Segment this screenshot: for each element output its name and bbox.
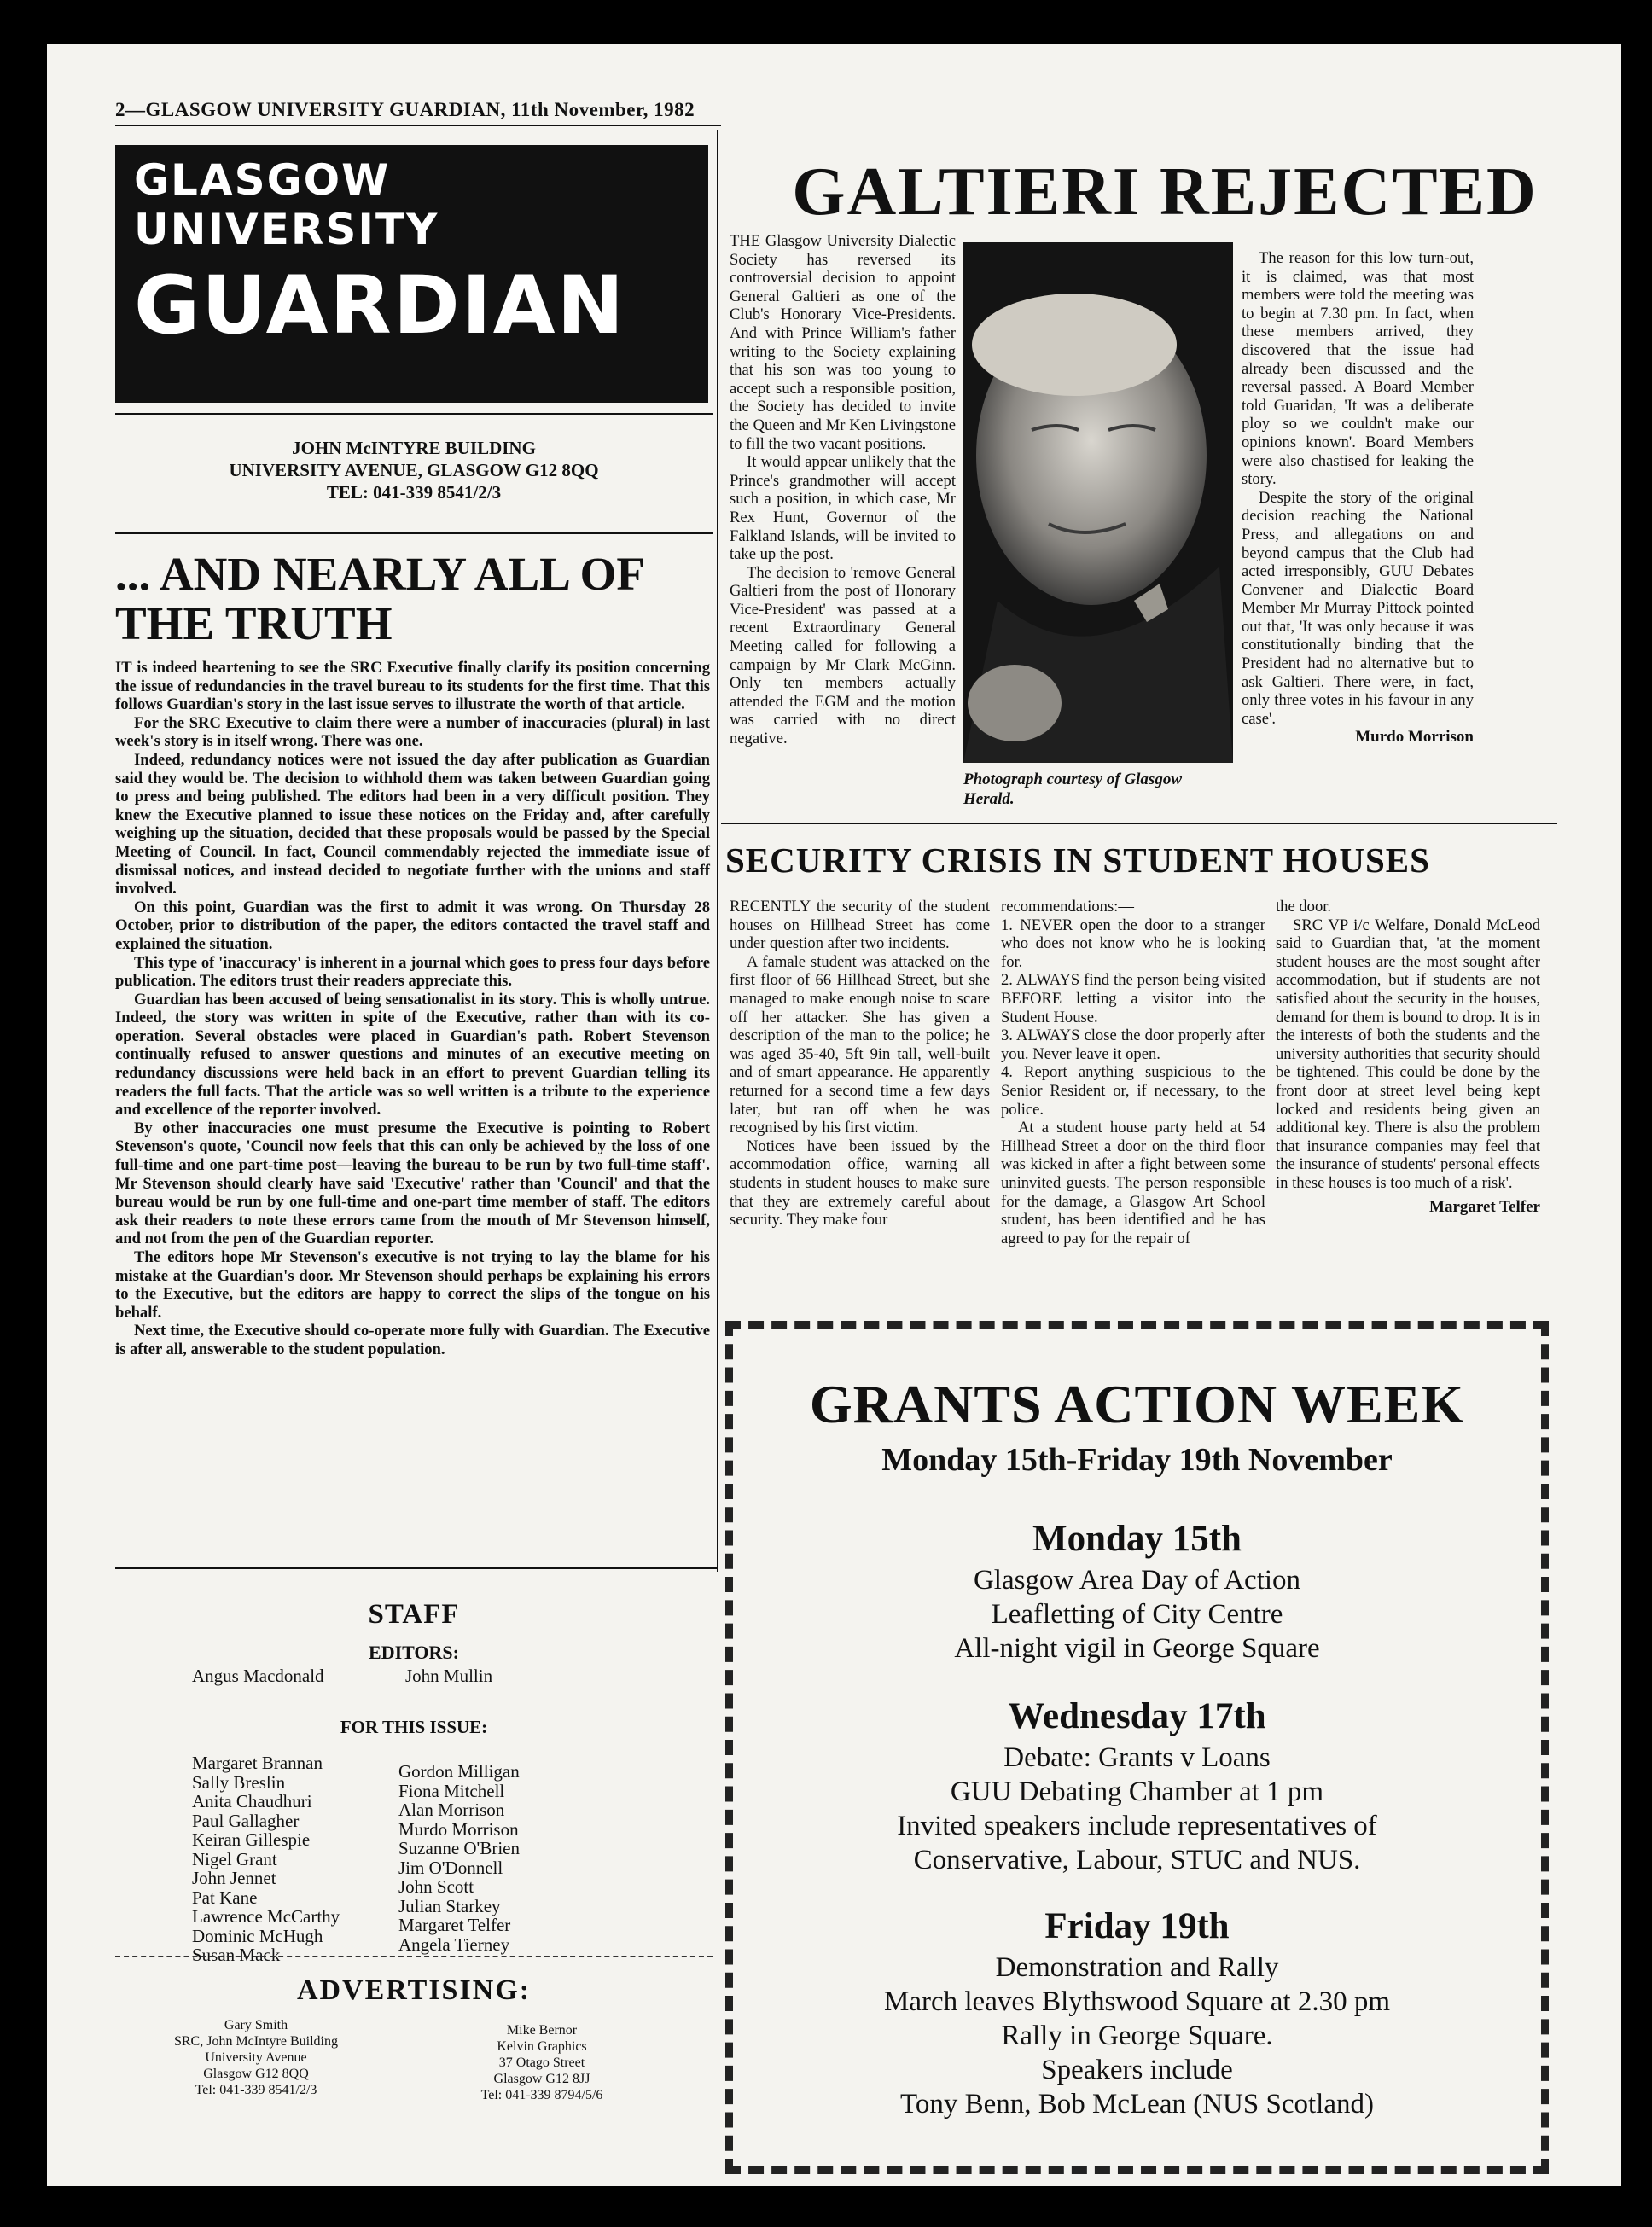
ad-line: SRC, John McIntyre Building [173, 2034, 338, 2049]
masthead-line-2: UNIVERSITY [134, 205, 439, 254]
editorial-headline: ... AND NEARLY ALL OF THE TRUTH [115, 548, 643, 649]
grants-subtitle: Monday 15th-Friday 19th November [881, 1442, 1393, 1478]
staff-member: Alan Morrison [398, 1800, 505, 1820]
for-issue-label: FOR THIS ISSUE: [340, 1717, 488, 1737]
event-line: Speakers include [1041, 2055, 1233, 2085]
staff-list-right [398, 1762, 620, 1954]
article-paragraph: Notices have been issued by the accommodation office, warning all students in student houses to make sure that they are extremely careful about security. They make four [730, 1137, 990, 1230]
galtieri-end-rule [721, 823, 1557, 824]
advertising-contact-right [431, 2022, 653, 2103]
advertising-contact-left [141, 2017, 371, 2098]
ad-line: Tel: 041-339 8794/5/6 [480, 2088, 603, 2102]
editors-label: EDITORS: [369, 1642, 459, 1663]
article-paragraph: Despite the story of the original decision reaching the National Press, and allegations on and beyond campus that the Club had acted irresponsibly, GUU Debates Convener and Dialectic Board Member Mr Murray Pittock pointed out that, 'It was only because it was constitutionally binding that the President had no alternative but to ask Galtieri. There were, in fact, only three votes in his favour in any case'. [1242, 488, 1474, 728]
staff-title: STAFF [368, 1599, 460, 1630]
editorial-paragraph: IT is indeed heartening to see the SRC Executive finally clarify its position concerning the issue of redundancies in the travel bureau to its students for the first time. That this follows Guardian's story in the last issue serves to illustrate the worth of that article. [115, 659, 710, 714]
staff-member: Angela Tierney [398, 1933, 510, 1955]
security-col-3 [1276, 898, 1540, 1216]
ad-line: Kelvin Graphics [497, 2039, 587, 2054]
staff-member: Susan Mack [192, 1945, 281, 1965]
ad-line: Tel: 041-339 8541/2/3 [195, 2083, 317, 2097]
staff-member: John Jennet [192, 1868, 276, 1888]
editorial-paragraph: By other inaccuracies one must presume the Executive is pointing to Robert Stevenson's quote, 'Council now feels that this can only be achieved by the loss of one full-time and one part-time post—leaving the bureau to be run by two full-time staff'. Mr Stevenson should clearly have said 'Executive' rather than 'Council' and that the bureau would be run by one full-time and one-part time member of staff. The editors ask their readers to note these errors came from the mouth of Mr Stevenson himself, and not from the pen of the Guardian reporter. [115, 1119, 710, 1248]
address-line-2: UNIVERSITY AVENUE, GLASGOW G12 8QQ [229, 460, 599, 480]
event-line: March leaves Blythswood Square at 2.30 pm [884, 1986, 1390, 2017]
ad-line: Glasgow G12 8QQ [203, 2067, 309, 2081]
staff-member: Anita Chaudhuri [192, 1791, 312, 1811]
ad-line: Glasgow G12 8JJ [493, 2072, 590, 2086]
galtieri-col-2 [1242, 249, 1474, 747]
article-paragraph: The decision to 'remove General Galtieri from the post of Honorary Vice-President' was passed at a recent Extraordinary General Meeting called for following a campaign by Mr Clark McGinn. Only ten members actually attended the EGM and the motion was carried with no direct negative. [730, 563, 956, 748]
staff-dashed-rule [115, 1956, 713, 1957]
event-line: Invited speakers include representatives of [897, 1811, 1377, 1841]
recommendation-item: 4. Report anything suspicious to the Senior Resident or, if necessary, to the police. [1001, 1063, 1265, 1119]
article-paragraph: RECENTLY the security of the student houses on Hillhead Street has come under question after two incidents. [730, 898, 990, 953]
address-line-3: TEL: 041-339 8541/2/3 [326, 482, 502, 503]
staff-member: Suzanne O'Brien [398, 1838, 520, 1858]
recommendation-item: 3. ALWAYS close the door properly after you. Never leave it open. [1001, 1026, 1265, 1063]
article-paragraph: recommendations:— [1001, 898, 1134, 916]
staff-member: Keiran Gillespie [192, 1829, 311, 1850]
staff-member: Murdo Morrison [398, 1818, 519, 1840]
event-line: Debate: Grants v Loans [1003, 1742, 1271, 1773]
article-paragraph: At a student house party held at 54 Hillhead Street a door on the third floor was kicked in after a fight between some uninvited guests. The person responsible for the damage, a Glasgow Art School student, has been identified and he has agreed to pay for the repair of [1001, 1119, 1265, 1247]
article-paragraph: THE Glasgow University Dialectic Society has reversed its controversial decision to appoint General Galtieri as one of the Club's Honorary Vice-Presidents. And with Prince William's father writing to the Society explaining that his son was too young to accept such a responsible position, the Society has decided to invite the Queen and Mr Ken Livingstone to fill the two vacant positions. [730, 232, 956, 453]
galtieri-col-1 [730, 232, 956, 748]
staff-member: Dominic McHugh [192, 1925, 323, 1946]
ad-line: Mike Bernor [506, 2023, 578, 2038]
advertising-title: ADVERTISING: [296, 1974, 532, 2006]
event-line: Tony Benn, Bob McLean (NUS Scotland) [900, 2089, 1374, 2119]
masthead-line-1: GLASGOW [134, 155, 391, 205]
staff-list-left [192, 1753, 414, 1965]
staff-member: Sally Breslin [192, 1771, 286, 1793]
masthead-line-3: GUARDIAN [134, 259, 626, 352]
editorial-paragraph: This type of 'inaccuracy' is inherent in a journal which goes to press four days before publication. The editors trust their readers appreciate this. [115, 953, 710, 991]
article-paragraph: SRC VP i/c Welfare, Donald McLeod said to Guardian that, 'at the moment student houses are the most sought after accommodation, but if students are not satisfied about the security in the houses, demand for them is bound to drop. It is in the interests of both the students and the university authorities that security should be tightened. This could be done by the front door at street level being kept locked and residents being given an additional key. There is also the problem that insurance companies may feel that the insurance of students' personal effects in these houses is too much of a risk'. [1276, 916, 1540, 1192]
column-rule [717, 130, 718, 1572]
staff-member: Pat Kane [192, 1887, 258, 1908]
editorial-end-rule [115, 1567, 717, 1569]
article-paragraph: It would appear unlikely that the Prince's grandmother will accept such a position, in which case, Mr Rex Hunt, Governor of the Falkland Islands, will be invited to take up the post. [730, 453, 956, 564]
galtieri-photo [963, 242, 1233, 763]
staff-member: Margaret Telfer [398, 1915, 511, 1935]
event-line: Conservative, Labour, STUC and NUS. [913, 1845, 1361, 1875]
editorial-paragraph: Indeed, redundancy notices were not issued the day after publication as Guardian said they would be. The decision to withhold them was taken between Guardian going to press and being published. The editors had been in a very difficult position. They knew the Executive planned to issue these notices on the Friday and, after carefully weighing up the situation, decided that these proposals would be passed by the Special Meeting of Council. In fact, Council commendably rejected the immediate issue of dismissal notices, and instead decided to negotiate further with the unions and staff involved. [115, 750, 710, 898]
security-byline: Margaret Telfer [1429, 1197, 1540, 1216]
article-paragraph: A famale student was attacked on the first floor of 66 Hillhead Street, but she managed to make enough noise to scare off her attacker. She has given a description of the man to the police; he was aged 35-40, 5ft 9in tall, well-built and of smart appearance. He apparently returned for a second time a few days later, but ran off when he was recognised by his first victim. [730, 952, 990, 1137]
staff-member: Jim O'Donnell [398, 1857, 503, 1878]
article-paragraph: The reason for this low turn-out, it is claimed, was that most members were told the meeting was to begin at 7.30 pm. In fact, when these members arrived, they discovered that the issue had already been discussed and the reversal passed. A Board Member told Guaridan, 'It was a deliberate ploy so we couldn't make our opinions known'. Board Members were also chastised for leaking the story. [1242, 249, 1474, 489]
ad-line: Gary Smith [224, 2018, 288, 2032]
masthead [115, 145, 708, 403]
header-rule [115, 125, 721, 126]
recommendation-item: 1. NEVER open the door to a stranger who does not know who he is looking for. [1001, 916, 1265, 971]
staff-member: Nigel Grant [192, 1848, 277, 1869]
event-line: GUU Debating Chamber at 1 pm [950, 1776, 1324, 1807]
staff-member: Margaret Brannan [192, 1753, 323, 1773]
staff-member: Gordon Milligan [398, 1761, 520, 1782]
editor-name: Angus Macdonald [192, 1666, 324, 1686]
editorial-paragraph: The editors hope Mr Stevenson's executive is not trying to lay the blame for his mistake at the Guardian's door. Mr Stevenson should perhaps be explaining his errors to the Executive, but the editors are happy to correct the slips of the tongue on his behalf. [115, 1248, 710, 1322]
staff-member: Julian Starkey [398, 1895, 501, 1916]
event-line: Glasgow Area Day of Action [973, 1565, 1301, 1596]
editorial-paragraph: On this point, Guardian was the first to admit it was wrong. On Thursday 28 October, prior to distribution of the paper, the editors contacted the travel staff and explained the situation. [115, 898, 710, 953]
staff-member: Paul Gallagher [192, 1810, 300, 1831]
galtieri-byline: Murdo Morrison [1355, 728, 1474, 747]
event-line: Rally in George Square. [1001, 2021, 1273, 2051]
staff-member: Lawrence McCarthy [192, 1906, 340, 1927]
address-line-1: JOHN McINTYRE BUILDING [292, 438, 536, 458]
editorial-paragraph: For the SRC Executive to claim there were a number of inaccuracies (plural) in last week's story is in itself wrong. There was one. [115, 713, 710, 751]
editorial-paragraph: Next time, the Executive should co-operate more fully with Guardian. The Executive is after all, answerable to the student population. [115, 1322, 710, 1358]
security-headline: SECURITY CRISIS IN STUDENT HOUSES [725, 840, 1430, 880]
security-col-1 [730, 898, 990, 1230]
photo-caption: Photograph courtesy of Glasgow Herald. [963, 770, 1182, 808]
address-rule [115, 532, 713, 534]
staff-member: John Scott [398, 1876, 474, 1897]
galtieri-headline: GALTIERI REJECTED [792, 154, 1538, 230]
editor-name: John Mullin [405, 1666, 493, 1686]
article-paragraph: the door. [1276, 898, 1332, 916]
grants-title: GRANTS ACTION WEEK [809, 1374, 1465, 1434]
ad-line: 37 Otago Street [498, 2055, 585, 2070]
ad-line: University Avenue [205, 2050, 307, 2065]
event-line: Leafletting of City Centre [991, 1599, 1283, 1630]
address-block [115, 437, 713, 503]
editorial-body [115, 659, 710, 1359]
event-day: Wednesday 17th [1008, 1696, 1266, 1736]
event-line: Demonstration and Rally [995, 1952, 1279, 1983]
event-line: All-night vigil in George Square [954, 1633, 1320, 1664]
portrait-image [963, 242, 1233, 763]
staff-member: Fiona Mitchell [398, 1780, 505, 1801]
page-header: 2—GLASGOW UNIVERSITY GUARDIAN, 11th November, 1982 [115, 99, 695, 120]
event-day: Monday 15th [1032, 1519, 1242, 1559]
grants-action-week-ad [725, 1321, 1549, 2174]
security-col-2 [1001, 898, 1265, 1247]
editorial-paragraph: Guardian has been accused of being sensationalist in its story. This is wholly untrue. Indeed, the story was written in spite of the Executive, rather than with its co-operation. Several obstacles were placed in Guardian's path. Robert Stevenson continually refused to answer questions and minutes of an executive meeting on redundancy discussions were held back in an effort to prevent Guardian telling its readers the full facts. That the article was so well written is a tribute to the experience and excellence of the reporter involved. [115, 990, 710, 1119]
newspaper-page [47, 44, 1621, 2186]
masthead-rule [115, 413, 713, 415]
event-day: Friday 19th [1044, 1906, 1230, 1946]
recommendation-item: 2. ALWAYS find the person being visited BEFORE letting a visitor into the Student House. [1001, 971, 1265, 1026]
